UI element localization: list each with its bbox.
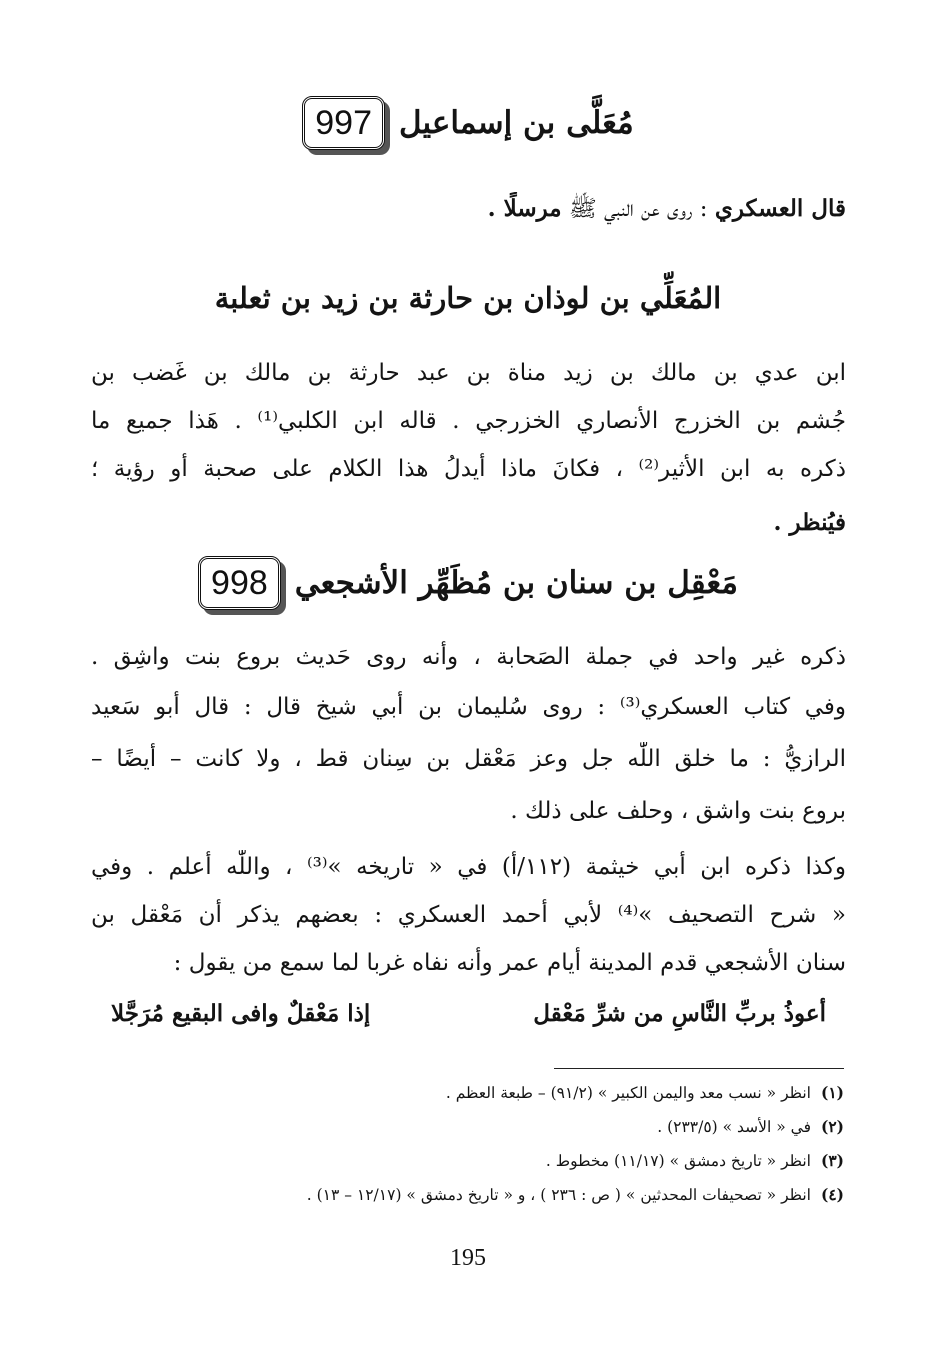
footnote-number: (١) <box>820 1083 844 1102</box>
paragraph-2-line: وفي كتاب العسكري⁽³⁾ : روى سُليمان بن أبي شيخ قال : قال أبو سَعيد <box>91 694 846 720</box>
entry-name: مَعْقِل بن سنان بن مُظَهِّر الأشجعي <box>294 565 738 601</box>
section-title: المُعَلِّي بن لوذان بن حارثة بن زيد بن ثعلبة <box>214 281 722 315</box>
footnote-number: (٤) <box>820 1185 844 1204</box>
footnote <box>84 1114 844 1140</box>
footnote <box>84 1182 844 1208</box>
entry-998-heading <box>0 556 936 610</box>
paragraph-2-line: ذكره غير واحد في جملة الصَحابة ، وأنه روى حَديث بروع بنت واشِق . <box>91 644 846 670</box>
verse-first-hemistich: أعوذُ بربِّ النَّاسِ من شرِّ مَعْقل <box>533 1000 826 1027</box>
paragraph-1-line: جُشم بن الخزرج الأنصاري الخزرجي . قاله ابن الكلبي⁽¹⁾ . هَذا جميع ما <box>91 408 846 434</box>
footnote <box>84 1148 844 1174</box>
footnote-number: (٢) <box>820 1117 844 1136</box>
paragraph-1-line: فيُنظر . <box>773 509 846 536</box>
paragraph-3-line: وكذا ذكره ابن أبي خيثمة (١١٢/أ) في « تاريخه »⁽³⁾ ، واللّٰه أعلم . وفي <box>91 854 846 880</box>
askari-end: مرسلًا . <box>487 195 562 222</box>
footnote-text: انظر « تاريخ دمشق » (١١/١٧) مخطوط . <box>545 1152 811 1170</box>
verse-second-hemistich: إذا مَعْقلٌ وافى البقيع مُرَجَّلا <box>111 1000 371 1027</box>
paragraph-1-line: ذكره به ابن الأثير⁽²⁾ ، فكانَ ماذا أيدلُ هذا الكلام على صحبة أو رؤية ؛ <box>91 456 846 482</box>
entry-997-heading <box>0 96 936 150</box>
footnote-text: في « الأسد » (٢٣٣/٥) . <box>657 1118 811 1136</box>
entry-number-box: 998 <box>198 556 281 610</box>
paragraph-1-line: ابن عدي بن مالك بن زيد مناة بن عبد حارثة بن مالك بن غَضب بن <box>91 360 846 386</box>
entry-name: مُعَلَّى بن إسماعيل <box>398 105 634 141</box>
askari-text: : روى عن النبي ﷺ <box>568 196 708 222</box>
footnote-text: انظر « نسب معد واليمن الكبير » (٩١/٢) – طبعة العظم . <box>445 1084 811 1102</box>
paragraph-3-line: سنان الأشجعي قدم المدينة أيام عمر وأنه نفاه غربا لما سمع من يقول : <box>173 950 846 976</box>
askari-note <box>91 192 846 226</box>
footnote-text: انظر « تصحيفات المحدثين » ( ص : ٢٣٦ ) ، و « تاريخ دمشق » (١٢/١٧ – ١٣) . <box>306 1186 811 1204</box>
entry-number-box: 997 <box>302 96 385 150</box>
footnote <box>84 1080 844 1106</box>
askari-label: قال العسكري <box>714 195 846 222</box>
footnote-number: (٣) <box>820 1151 844 1170</box>
footnote-separator <box>554 1068 844 1069</box>
page-number: 195 <box>450 1245 486 1271</box>
poetry-verse <box>111 1000 826 1027</box>
paragraph-3-line: « شرح التصحيف »⁽⁴⁾ لأبي أحمد العسكري : بعضهم يذكر أن مَعْقل بن <box>91 902 846 928</box>
paragraph-2-line: بروع بنت واشق ، وحلف على ذلك . <box>510 798 846 824</box>
paragraph-2-line: الرازيُّ : ما خلق اللّٰه جل وعز مَعْقل بن سِنان قط ، ولا كانت – أيضًا – <box>91 746 846 772</box>
